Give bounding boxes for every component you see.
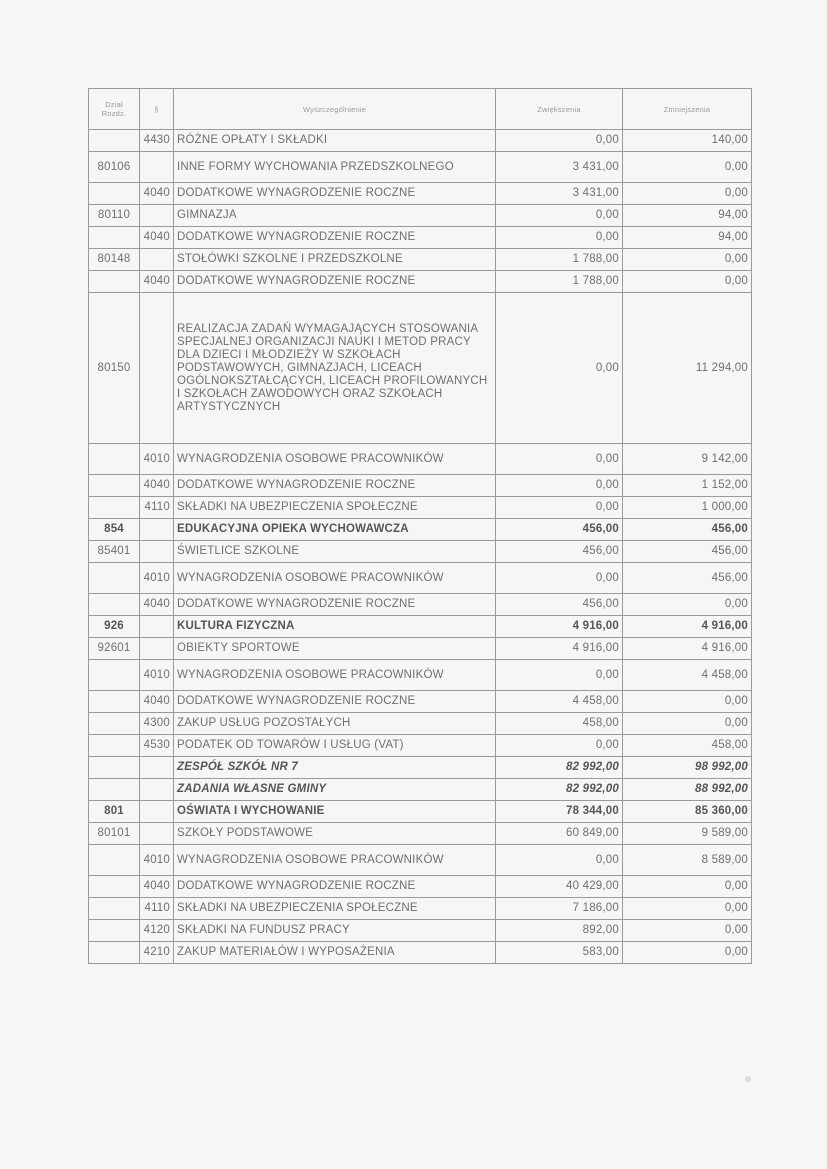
header-description: Wyszczególnienie [174, 89, 496, 130]
cell-decrease: 140,00 [623, 130, 752, 152]
cell-paragraph [140, 757, 174, 779]
cell-increase: 4 916,00 [496, 616, 623, 638]
cell-increase: 0,00 [496, 444, 623, 475]
table-row [89, 249, 752, 271]
cell-increase: 82 992,00 [496, 757, 623, 779]
table-row [89, 616, 752, 638]
table-row [89, 594, 752, 616]
header-dzial: Dział Rozdz. [89, 89, 140, 130]
cell-paragraph [140, 205, 174, 227]
cell-paragraph: 4430 [140, 130, 174, 152]
cell-paragraph [140, 541, 174, 563]
cell-paragraph: 4010 [140, 845, 174, 876]
table-row [89, 183, 752, 205]
cell-increase: 456,00 [496, 519, 623, 541]
cell-dzial [89, 735, 140, 757]
cell-description: OŚWIATA I WYCHOWANIE [174, 801, 496, 823]
cell-description: DODATKOWE WYNAGRODZENIE ROCZNE [174, 876, 496, 898]
cell-increase: 3 431,00 [496, 152, 623, 183]
cell-dzial [89, 130, 140, 152]
table-row [89, 876, 752, 898]
table-body [89, 130, 752, 964]
cell-decrease: 0,00 [623, 594, 752, 616]
cell-dzial [89, 920, 140, 942]
cell-increase: 82 992,00 [496, 779, 623, 801]
cell-dzial [89, 271, 140, 293]
cell-increase: 0,00 [496, 660, 623, 691]
cell-description: OBIEKTY SPORTOWE [174, 638, 496, 660]
cell-increase: 458,00 [496, 713, 623, 735]
table-row [89, 152, 752, 183]
cell-description: PODATEK OD TOWARÓW I USŁUG (VAT) [174, 735, 496, 757]
cell-increase: 0,00 [496, 563, 623, 594]
table-row [89, 519, 752, 541]
cell-decrease: 0,00 [623, 249, 752, 271]
table-row [89, 845, 752, 876]
cell-dzial [89, 444, 140, 475]
cell-dzial: 854 [89, 519, 140, 541]
cell-paragraph: 4040 [140, 183, 174, 205]
cell-description: WYNAGRODZENIA OSOBOWE PRACOWNIKÓW [174, 660, 496, 691]
header-decrease: Zmniejszenia [623, 89, 752, 130]
cell-paragraph: 4040 [140, 271, 174, 293]
cell-description: SZKOŁY PODSTAWOWE [174, 823, 496, 845]
cell-increase: 0,00 [496, 845, 623, 876]
cell-dzial: 92601 [89, 638, 140, 660]
table-row [89, 898, 752, 920]
cell-description: ZAKUP USŁUG POZOSTAŁYCH [174, 713, 496, 735]
cell-description: STOŁÓWKI SZKOLNE I PRZEDSZKOLNE [174, 249, 496, 271]
cell-decrease: 4 458,00 [623, 660, 752, 691]
cell-paragraph [140, 152, 174, 183]
cell-dzial [89, 942, 140, 964]
cell-description: EDUKACYJNA OPIEKA WYCHOWAWCZA [174, 519, 496, 541]
cell-description: KULTURA FIZYCZNA [174, 616, 496, 638]
cell-description: DODATKOWE WYNAGRODZENIE ROCZNE [174, 691, 496, 713]
table-row [89, 691, 752, 713]
cell-paragraph: 4040 [140, 594, 174, 616]
cell-description: WYNAGRODZENIA OSOBOWE PRACOWNIKÓW [174, 845, 496, 876]
cell-decrease: 98 992,00 [623, 757, 752, 779]
cell-description: WYNAGRODZENIA OSOBOWE PRACOWNIKÓW [174, 563, 496, 594]
cell-increase: 0,00 [496, 130, 623, 152]
cell-dzial [89, 594, 140, 616]
cell-dzial [89, 691, 140, 713]
cell-decrease: 85 360,00 [623, 801, 752, 823]
cell-increase: 0,00 [496, 205, 623, 227]
cell-decrease: 11 294,00 [623, 293, 752, 444]
cell-paragraph: 4530 [140, 735, 174, 757]
scan-dot [745, 1076, 751, 1082]
table-row [89, 563, 752, 594]
cell-dzial [89, 227, 140, 249]
cell-description: SKŁADKI NA FUNDUSZ PRACY [174, 920, 496, 942]
cell-decrease: 456,00 [623, 541, 752, 563]
cell-paragraph [140, 638, 174, 660]
cell-increase: 0,00 [496, 497, 623, 519]
table-row [89, 227, 752, 249]
cell-decrease: 94,00 [623, 205, 752, 227]
cell-dzial [89, 660, 140, 691]
table-row [89, 735, 752, 757]
table-row [89, 130, 752, 152]
cell-paragraph [140, 249, 174, 271]
cell-description: DODATKOWE WYNAGRODZENIE ROCZNE [174, 271, 496, 293]
table-row [89, 293, 752, 444]
cell-decrease: 0,00 [623, 876, 752, 898]
cell-decrease: 9 589,00 [623, 823, 752, 845]
cell-decrease: 0,00 [623, 271, 752, 293]
cell-description: ZAKUP MATERIAŁÓW I WYPOSAŻENIA [174, 942, 496, 964]
cell-increase: 456,00 [496, 541, 623, 563]
cell-paragraph: 4110 [140, 898, 174, 920]
table-row [89, 475, 752, 497]
cell-paragraph: 4040 [140, 475, 174, 497]
cell-description: DODATKOWE WYNAGRODZENIE ROCZNE [174, 594, 496, 616]
table-row [89, 823, 752, 845]
cell-decrease: 1 000,00 [623, 497, 752, 519]
cell-increase: 583,00 [496, 942, 623, 964]
cell-dzial [89, 475, 140, 497]
cell-dzial: 80110 [89, 205, 140, 227]
cell-increase: 60 849,00 [496, 823, 623, 845]
cell-description: ŚWIETLICE SZKOLNE [174, 541, 496, 563]
cell-paragraph [140, 801, 174, 823]
cell-increase: 892,00 [496, 920, 623, 942]
cell-description: ZADANIA WŁASNE GMINY [174, 779, 496, 801]
cell-dzial: 85401 [89, 541, 140, 563]
table-row [89, 757, 752, 779]
cell-dzial: 801 [89, 801, 140, 823]
table-row [89, 942, 752, 964]
cell-increase: 0,00 [496, 475, 623, 497]
cell-paragraph: 4210 [140, 942, 174, 964]
cell-paragraph: 4010 [140, 660, 174, 691]
header-increase: Zwiększenia [496, 89, 623, 130]
cell-increase: 78 344,00 [496, 801, 623, 823]
cell-description: RÓŻNE OPŁATY I SKŁADKI [174, 130, 496, 152]
cell-decrease: 4 916,00 [623, 616, 752, 638]
table-row [89, 920, 752, 942]
cell-decrease: 456,00 [623, 519, 752, 541]
cell-decrease: 458,00 [623, 735, 752, 757]
cell-decrease: 94,00 [623, 227, 752, 249]
cell-paragraph [140, 616, 174, 638]
cell-paragraph: 4010 [140, 444, 174, 475]
cell-decrease: 456,00 [623, 563, 752, 594]
table-row [89, 205, 752, 227]
cell-dzial [89, 563, 140, 594]
table-row [89, 713, 752, 735]
cell-decrease: 0,00 [623, 713, 752, 735]
cell-dzial [89, 845, 140, 876]
table-row [89, 779, 752, 801]
cell-dzial [89, 497, 140, 519]
cell-paragraph: 4010 [140, 563, 174, 594]
cell-dzial [89, 757, 140, 779]
cell-description: DODATKOWE WYNAGRODZENIE ROCZNE [174, 227, 496, 249]
cell-decrease: 0,00 [623, 152, 752, 183]
table-row [89, 444, 752, 475]
cell-increase: 1 788,00 [496, 249, 623, 271]
cell-increase: 4 916,00 [496, 638, 623, 660]
cell-description: DODATKOWE WYNAGRODZENIE ROCZNE [174, 475, 496, 497]
cell-description: REALIZACJA ZADAŃ WYMAGAJĄCYCH STOSOWANIA SPECJALNEJ ORGANIZACJI NAUKI I METOD PRACY DLA DZIECI I MŁODZIEŻY W SZKOŁACH PODSTAWOWYCH, GIMNAZJACH, LICEACH OGÓLNOKSZTAŁCĄCYCH, LICEACH PROFILOWANYCH I SZKOŁACH ZAWODOWYCH ORAZ SZKOŁACH ARTYSTYCZNYCH [174, 293, 496, 444]
cell-description: ZESPÓŁ SZKÓŁ NR 7 [174, 757, 496, 779]
cell-decrease: 8 589,00 [623, 845, 752, 876]
cell-paragraph: 4040 [140, 227, 174, 249]
cell-increase: 0,00 [496, 293, 623, 444]
cell-dzial: 80101 [89, 823, 140, 845]
cell-paragraph [140, 293, 174, 444]
table-row [89, 497, 752, 519]
cell-dzial [89, 713, 140, 735]
cell-increase: 1 788,00 [496, 271, 623, 293]
cell-increase: 456,00 [496, 594, 623, 616]
cell-paragraph: 4300 [140, 713, 174, 735]
cell-paragraph: 4110 [140, 497, 174, 519]
cell-description: WYNAGRODZENIA OSOBOWE PRACOWNIKÓW [174, 444, 496, 475]
cell-decrease: 1 152,00 [623, 475, 752, 497]
cell-decrease: 0,00 [623, 183, 752, 205]
table-row [89, 801, 752, 823]
cell-dzial [89, 779, 140, 801]
cell-paragraph: 4040 [140, 876, 174, 898]
cell-decrease: 9 142,00 [623, 444, 752, 475]
cell-increase: 7 186,00 [496, 898, 623, 920]
cell-dzial: 926 [89, 616, 140, 638]
header-paragraph: § [140, 89, 174, 130]
cell-paragraph [140, 779, 174, 801]
cell-dzial [89, 898, 140, 920]
cell-increase: 0,00 [496, 227, 623, 249]
cell-dzial: 80148 [89, 249, 140, 271]
cell-paragraph [140, 519, 174, 541]
cell-description: DODATKOWE WYNAGRODZENIE ROCZNE [174, 183, 496, 205]
cell-description: GIMNAZJA [174, 205, 496, 227]
cell-decrease: 88 992,00 [623, 779, 752, 801]
cell-dzial: 80150 [89, 293, 140, 444]
cell-decrease: 4 916,00 [623, 638, 752, 660]
cell-increase: 0,00 [496, 735, 623, 757]
cell-description: SKŁADKI NA UBEZPIECZENIA SPOŁECZNE [174, 898, 496, 920]
table-row [89, 660, 752, 691]
budget-changes-table [88, 88, 752, 964]
cell-dzial [89, 183, 140, 205]
cell-paragraph: 4120 [140, 920, 174, 942]
cell-increase: 3 431,00 [496, 183, 623, 205]
table-row [89, 271, 752, 293]
cell-decrease: 0,00 [623, 898, 752, 920]
cell-increase: 4 458,00 [496, 691, 623, 713]
cell-description: INNE FORMY WYCHOWANIA PRZEDSZKOLNEGO [174, 152, 496, 183]
cell-dzial [89, 876, 140, 898]
cell-decrease: 0,00 [623, 691, 752, 713]
cell-dzial: 80106 [89, 152, 140, 183]
cell-paragraph [140, 823, 174, 845]
table-row [89, 638, 752, 660]
cell-description: SKŁADKI NA UBEZPIECZENIA SPOŁECZNE [174, 497, 496, 519]
cell-paragraph: 4040 [140, 691, 174, 713]
table-header-row [89, 89, 752, 130]
cell-decrease: 0,00 [623, 942, 752, 964]
cell-increase: 40 429,00 [496, 876, 623, 898]
cell-decrease: 0,00 [623, 920, 752, 942]
table-row [89, 541, 752, 563]
